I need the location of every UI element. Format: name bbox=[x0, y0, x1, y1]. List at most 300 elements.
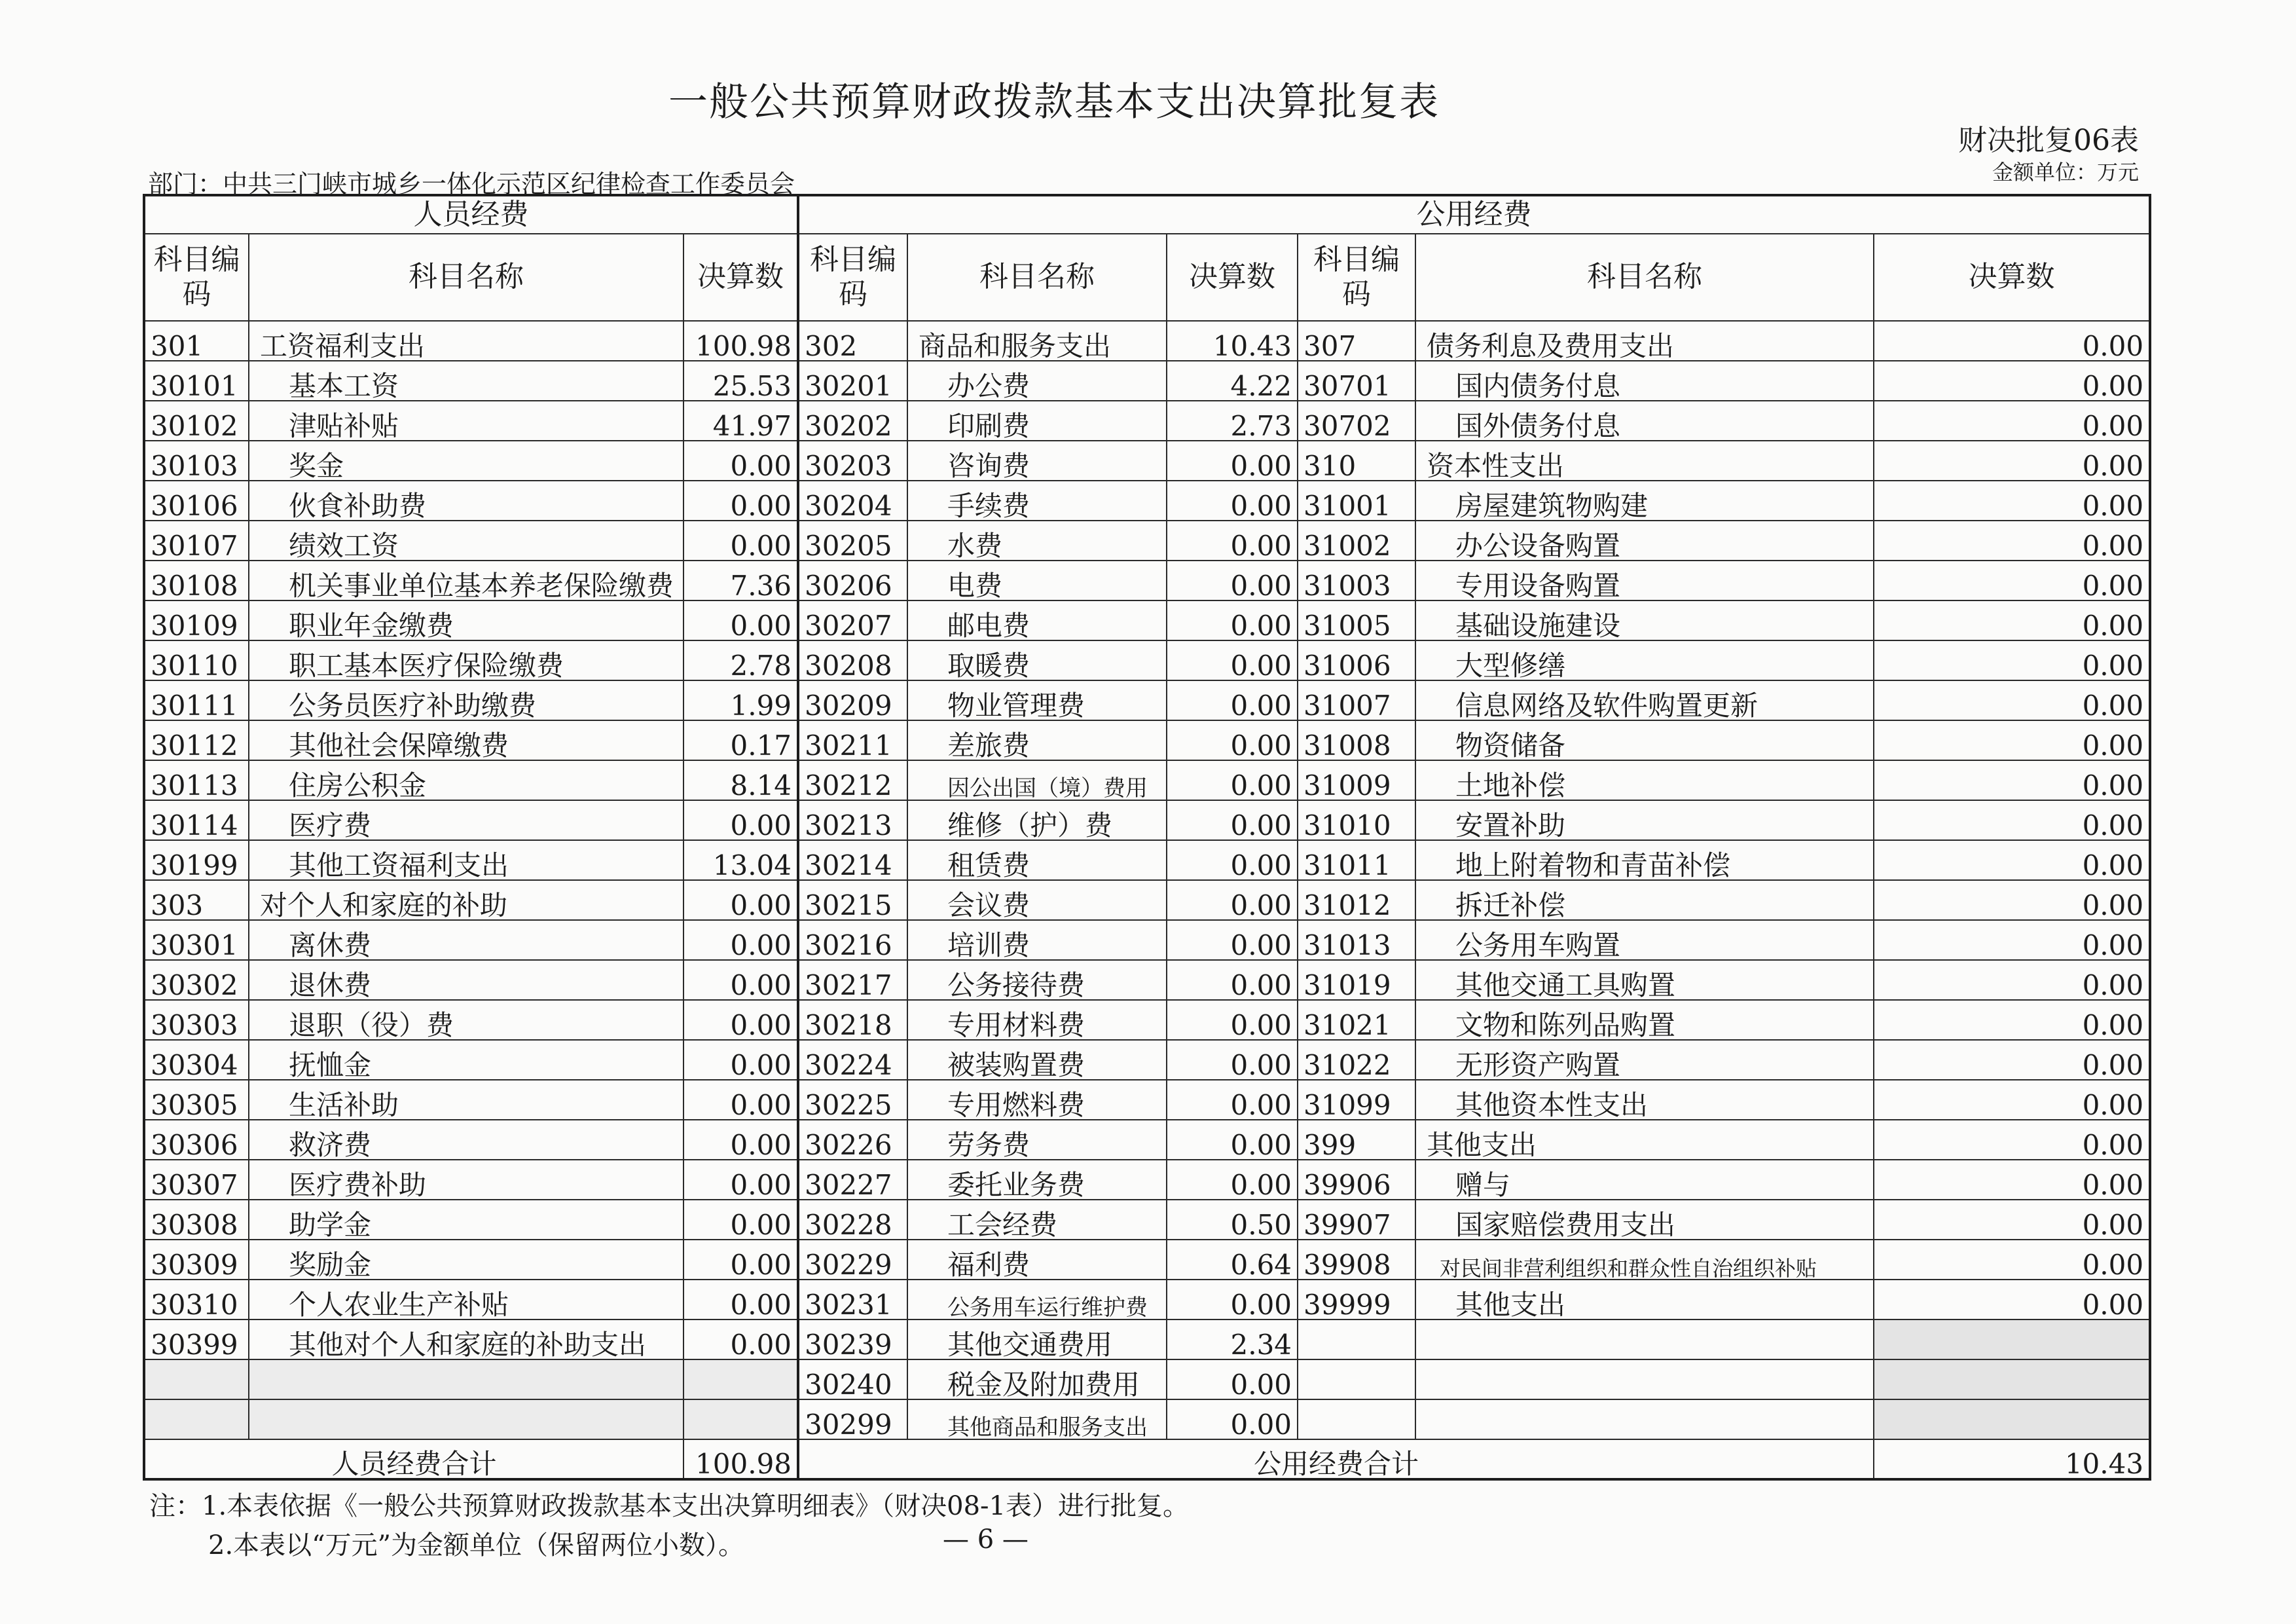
code-cell: 30204 bbox=[798, 481, 907, 521]
code-cell: 30214 bbox=[798, 840, 907, 880]
amount-cell: 0.00 bbox=[683, 960, 798, 1000]
amount-cell: 0.00 bbox=[1167, 680, 1298, 720]
code-cell: 30114 bbox=[144, 800, 249, 840]
expenditure-table bbox=[143, 194, 2151, 1481]
amount-cell: 0.00 bbox=[683, 920, 798, 960]
col-header-amount: 决算数 bbox=[683, 234, 798, 321]
code-cell: 30301 bbox=[144, 920, 249, 960]
name-cell: 绩效工资 bbox=[249, 521, 683, 561]
amount-cell: 0.00 bbox=[683, 481, 798, 521]
amount-cell: 0.00 bbox=[683, 1080, 798, 1120]
name-cell: 委托业务费 bbox=[907, 1160, 1167, 1200]
name-cell: 税金及附加费用 bbox=[907, 1359, 1167, 1399]
amount-cell: 0.00 bbox=[1167, 1399, 1298, 1439]
name-cell: 住房公积金 bbox=[249, 760, 683, 800]
name-cell: 基本工资 bbox=[249, 361, 683, 401]
code-cell bbox=[1298, 1320, 1415, 1359]
code-cell: 30209 bbox=[798, 680, 907, 720]
amount-cell: 0.00 bbox=[1874, 441, 2150, 481]
name-cell: 对个人和家庭的补助 bbox=[249, 880, 683, 920]
name-cell: 专用材料费 bbox=[907, 1000, 1167, 1040]
amount-cell: 0.00 bbox=[1167, 1000, 1298, 1040]
amount-cell: 0.00 bbox=[1167, 800, 1298, 840]
page-number: — 6 — bbox=[943, 1524, 1029, 1555]
table-row bbox=[144, 840, 2150, 880]
amount-cell: 0.00 bbox=[1167, 1359, 1298, 1399]
amount-cell: 0.00 bbox=[1874, 1280, 2150, 1320]
name-cell: 其他资本性支出 bbox=[1415, 1080, 1874, 1120]
name-cell: 租赁费 bbox=[907, 840, 1167, 880]
code-cell bbox=[1298, 1359, 1415, 1399]
amount-cell bbox=[1874, 1320, 2150, 1359]
code-cell: 301 bbox=[144, 321, 249, 361]
amount-cell: 0.00 bbox=[683, 441, 798, 481]
code-cell: 30702 bbox=[1298, 401, 1415, 441]
amount-cell bbox=[683, 1399, 798, 1439]
code-cell: 30309 bbox=[144, 1240, 249, 1280]
amount-cell: 0.00 bbox=[1167, 880, 1298, 920]
name-cell: 培训费 bbox=[907, 920, 1167, 960]
code-cell: 31022 bbox=[1298, 1040, 1415, 1080]
amount-cell: 0.00 bbox=[1874, 1040, 2150, 1080]
table-row bbox=[144, 920, 2150, 960]
amount-cell: 0.00 bbox=[1874, 481, 2150, 521]
amount-cell: 0.00 bbox=[1874, 521, 2150, 561]
amount-cell: 4.22 bbox=[1167, 361, 1298, 401]
code-cell: 30399 bbox=[144, 1320, 249, 1359]
table-row bbox=[144, 1320, 2150, 1359]
code-cell: 30211 bbox=[798, 720, 907, 760]
table-row bbox=[144, 640, 2150, 680]
amount-cell: 0.00 bbox=[683, 521, 798, 561]
code-cell: 30208 bbox=[798, 640, 907, 680]
table-row bbox=[144, 1040, 2150, 1080]
name-cell: 国内债务付息 bbox=[1415, 361, 1874, 401]
code-cell: 30226 bbox=[798, 1120, 907, 1160]
name-cell: 差旅费 bbox=[907, 720, 1167, 760]
code-cell: 30207 bbox=[798, 600, 907, 640]
amount-cell: 25.53 bbox=[683, 361, 798, 401]
table-row bbox=[144, 600, 2150, 640]
table-row bbox=[144, 521, 2150, 561]
table-row bbox=[144, 1120, 2150, 1160]
code-cell: 30302 bbox=[144, 960, 249, 1000]
code-cell: 30107 bbox=[144, 521, 249, 561]
personnel-total-value: 100.98 bbox=[683, 1439, 798, 1479]
note-line-2: 2.本表以“万元”为金额单位（保留两位小数）。 bbox=[208, 1530, 745, 1560]
table-row bbox=[144, 1080, 2150, 1120]
amount-cell: 0.64 bbox=[1167, 1240, 1298, 1280]
table-row bbox=[144, 960, 2150, 1000]
amount-cell: 0.00 bbox=[1167, 960, 1298, 1000]
department-label: 部门：中共三门峡市城乡一体化示范区纪律检查工作委员会 bbox=[148, 170, 795, 198]
amount-cell: 0.00 bbox=[1167, 1080, 1298, 1120]
name-cell: 办公费 bbox=[907, 361, 1167, 401]
name-cell: 工资福利支出 bbox=[249, 321, 683, 361]
code-cell: 30101 bbox=[144, 361, 249, 401]
amount-cell: 8.14 bbox=[683, 760, 798, 800]
code-cell: 31002 bbox=[1298, 521, 1415, 561]
name-cell: 国家赔偿费用支出 bbox=[1415, 1200, 1874, 1240]
name-cell: 安置补助 bbox=[1415, 800, 1874, 840]
col-header-code: 科目编码 bbox=[1298, 234, 1415, 321]
name-cell bbox=[249, 1359, 683, 1399]
table-row bbox=[144, 481, 2150, 521]
amount-cell: 0.00 bbox=[683, 1320, 798, 1359]
amount-cell: 0.00 bbox=[1874, 680, 2150, 720]
name-cell bbox=[1415, 1399, 1874, 1439]
public-total-value: 10.43 bbox=[1874, 1439, 2150, 1479]
code-cell: 30240 bbox=[798, 1359, 907, 1399]
name-cell: 大型修缮 bbox=[1415, 640, 1874, 680]
code-cell: 30108 bbox=[144, 561, 249, 600]
amount-cell: 0.00 bbox=[1167, 1040, 1298, 1080]
name-cell: 债务利息及费用支出 bbox=[1415, 321, 1874, 361]
code-cell: 30303 bbox=[144, 1000, 249, 1040]
amount-cell: 13.04 bbox=[683, 840, 798, 880]
amount-cell: 0.00 bbox=[1167, 840, 1298, 880]
name-cell: 其他对个人和家庭的补助支出 bbox=[249, 1320, 683, 1359]
amount-cell: 0.00 bbox=[1167, 920, 1298, 960]
amount-cell: 0.00 bbox=[1874, 361, 2150, 401]
amount-cell: 2.73 bbox=[1167, 401, 1298, 441]
code-cell: 30217 bbox=[798, 960, 907, 1000]
amount-cell: 0.00 bbox=[1874, 720, 2150, 760]
name-cell: 国外债务付息 bbox=[1415, 401, 1874, 441]
amount-cell: 0.00 bbox=[1167, 720, 1298, 760]
name-cell: 福利费 bbox=[907, 1240, 1167, 1280]
amount-cell: 0.00 bbox=[683, 600, 798, 640]
name-cell: 因公出国（境）费用 bbox=[907, 760, 1167, 800]
amount-cell: 2.34 bbox=[1167, 1320, 1298, 1359]
amount-cell: 0.00 bbox=[683, 1120, 798, 1160]
name-cell: 被装购置费 bbox=[907, 1040, 1167, 1080]
code-cell: 39906 bbox=[1298, 1160, 1415, 1200]
code-cell: 30199 bbox=[144, 840, 249, 880]
name-cell: 印刷费 bbox=[907, 401, 1167, 441]
name-cell: 离休费 bbox=[249, 920, 683, 960]
col-header-amount: 决算数 bbox=[1167, 234, 1298, 321]
name-cell: 公务用车购置 bbox=[1415, 920, 1874, 960]
amount-cell: 0.00 bbox=[1167, 521, 1298, 561]
name-cell: 信息网络及软件购置更新 bbox=[1415, 680, 1874, 720]
amount-unit: 金额单位：万元 bbox=[1992, 160, 2139, 185]
code-cell: 31012 bbox=[1298, 880, 1415, 920]
code-cell: 307 bbox=[1298, 321, 1415, 361]
name-cell: 其他交通工具购置 bbox=[1415, 960, 1874, 1000]
name-cell: 其他工资福利支出 bbox=[249, 840, 683, 880]
amount-cell: 0.00 bbox=[1167, 1120, 1298, 1160]
amount-cell: 0.00 bbox=[1167, 561, 1298, 600]
amount-cell: 2.78 bbox=[683, 640, 798, 680]
amount-cell: 0.00 bbox=[1167, 640, 1298, 680]
amount-cell: 0.00 bbox=[1874, 1080, 2150, 1120]
name-cell: 助学金 bbox=[249, 1200, 683, 1240]
name-cell bbox=[1415, 1320, 1874, 1359]
amount-cell: 0.00 bbox=[1874, 920, 2150, 960]
name-cell: 资本性支出 bbox=[1415, 441, 1874, 481]
amount-cell: 0.00 bbox=[1874, 1200, 2150, 1240]
code-cell: 31010 bbox=[1298, 800, 1415, 840]
code-cell: 30228 bbox=[798, 1200, 907, 1240]
code-cell: 30109 bbox=[144, 600, 249, 640]
code-cell: 31005 bbox=[1298, 600, 1415, 640]
name-cell: 物业管理费 bbox=[907, 680, 1167, 720]
name-cell: 文物和陈列品购置 bbox=[1415, 1000, 1874, 1040]
amount-cell: 0.00 bbox=[1874, 960, 2150, 1000]
amount-cell: 0.00 bbox=[683, 880, 798, 920]
name-cell: 医疗费 bbox=[249, 800, 683, 840]
amount-cell: 0.00 bbox=[1874, 1160, 2150, 1200]
amount-cell: 0.00 bbox=[683, 1240, 798, 1280]
amount-cell: 0.00 bbox=[1874, 401, 2150, 441]
code-cell: 30304 bbox=[144, 1040, 249, 1080]
code-cell: 30306 bbox=[144, 1120, 249, 1160]
name-cell: 咨询费 bbox=[907, 441, 1167, 481]
form-number: 财决批复06表 bbox=[1958, 124, 2139, 157]
amount-cell bbox=[1874, 1359, 2150, 1399]
name-cell: 生活补助 bbox=[249, 1080, 683, 1120]
table-row bbox=[144, 720, 2150, 760]
amount-cell: 0.00 bbox=[683, 800, 798, 840]
code-cell: 30205 bbox=[798, 521, 907, 561]
name-cell: 奖金 bbox=[249, 441, 683, 481]
col-header-code: 科目编码 bbox=[144, 234, 249, 321]
code-cell: 39999 bbox=[1298, 1280, 1415, 1320]
amount-cell: 0.00 bbox=[1874, 760, 2150, 800]
code-cell: 30203 bbox=[798, 441, 907, 481]
col-header-code: 科目编码 bbox=[798, 234, 907, 321]
name-cell: 职业年金缴费 bbox=[249, 600, 683, 640]
amount-cell: 0.00 bbox=[683, 1040, 798, 1080]
code-cell: 399 bbox=[1298, 1120, 1415, 1160]
code-cell: 31007 bbox=[1298, 680, 1415, 720]
amount-cell: 0.00 bbox=[1874, 1240, 2150, 1280]
table-row bbox=[144, 401, 2150, 441]
amount-cell: 0.00 bbox=[683, 1200, 798, 1240]
code-cell: 31001 bbox=[1298, 481, 1415, 521]
name-cell: 救济费 bbox=[249, 1120, 683, 1160]
name-cell: 商品和服务支出 bbox=[907, 321, 1167, 361]
code-cell: 30201 bbox=[798, 361, 907, 401]
code-cell: 30310 bbox=[144, 1280, 249, 1320]
name-cell: 取暖费 bbox=[907, 640, 1167, 680]
name-cell: 手续费 bbox=[907, 481, 1167, 521]
name-cell: 抚恤金 bbox=[249, 1040, 683, 1080]
table-row bbox=[144, 800, 2150, 840]
col-header-amount: 决算数 bbox=[1874, 234, 2150, 321]
code-cell: 39908 bbox=[1298, 1240, 1415, 1280]
name-cell: 机关事业单位基本养老保险缴费 bbox=[249, 561, 683, 600]
name-cell: 其他交通费用 bbox=[907, 1320, 1167, 1359]
code-cell: 31006 bbox=[1298, 640, 1415, 680]
code-cell: 30216 bbox=[798, 920, 907, 960]
code-cell: 31019 bbox=[1298, 960, 1415, 1000]
name-cell: 工会经费 bbox=[907, 1200, 1167, 1240]
code-cell: 30218 bbox=[798, 1000, 907, 1040]
name-cell: 土地补偿 bbox=[1415, 760, 1874, 800]
section-public-header: 公用经费 bbox=[798, 195, 2150, 234]
code-cell bbox=[144, 1399, 249, 1439]
code-cell: 39907 bbox=[1298, 1200, 1415, 1240]
code-cell: 30106 bbox=[144, 481, 249, 521]
table-row bbox=[144, 1000, 2150, 1040]
code-cell: 30202 bbox=[798, 401, 907, 441]
name-cell: 津贴补贴 bbox=[249, 401, 683, 441]
amount-cell: 10.43 bbox=[1167, 321, 1298, 361]
name-cell: 劳务费 bbox=[907, 1120, 1167, 1160]
code-cell: 31009 bbox=[1298, 760, 1415, 800]
amount-cell: 41.97 bbox=[683, 401, 798, 441]
code-cell: 31008 bbox=[1298, 720, 1415, 760]
code-cell bbox=[1298, 1399, 1415, 1439]
code-cell: 30307 bbox=[144, 1160, 249, 1200]
code-cell: 30239 bbox=[798, 1320, 907, 1359]
name-cell: 物资储备 bbox=[1415, 720, 1874, 760]
amount-cell: 0.00 bbox=[683, 1000, 798, 1040]
name-cell: 公务用车运行维护费 bbox=[907, 1280, 1167, 1320]
name-cell: 基础设施建设 bbox=[1415, 600, 1874, 640]
name-cell: 会议费 bbox=[907, 880, 1167, 920]
table-row bbox=[144, 1200, 2150, 1240]
name-cell: 维修（护）费 bbox=[907, 800, 1167, 840]
name-cell: 个人农业生产补贴 bbox=[249, 1280, 683, 1320]
code-cell: 30308 bbox=[144, 1200, 249, 1240]
code-cell: 30305 bbox=[144, 1080, 249, 1120]
name-cell: 电费 bbox=[907, 561, 1167, 600]
table-row bbox=[144, 680, 2150, 720]
name-cell: 其他商品和服务支出 bbox=[907, 1399, 1167, 1439]
table-row bbox=[144, 1160, 2150, 1200]
code-cell: 30102 bbox=[144, 401, 249, 441]
amount-cell: 0.00 bbox=[1874, 600, 2150, 640]
amount-cell: 0.00 bbox=[1167, 600, 1298, 640]
amount-cell: 0.00 bbox=[1874, 561, 2150, 600]
code-cell: 31021 bbox=[1298, 1000, 1415, 1040]
amount-cell: 0.00 bbox=[1167, 441, 1298, 481]
table-row bbox=[144, 1359, 2150, 1399]
name-cell: 拆迁补偿 bbox=[1415, 880, 1874, 920]
name-cell: 职工基本医疗保险缴费 bbox=[249, 640, 683, 680]
name-cell bbox=[249, 1399, 683, 1439]
code-cell: 31099 bbox=[1298, 1080, 1415, 1120]
name-cell: 医疗费补助 bbox=[249, 1160, 683, 1200]
code-cell: 30112 bbox=[144, 720, 249, 760]
name-cell: 房屋建筑物购建 bbox=[1415, 481, 1874, 521]
amount-cell: 100.98 bbox=[683, 321, 798, 361]
table-row bbox=[144, 1240, 2150, 1280]
code-cell: 30111 bbox=[144, 680, 249, 720]
col-header-name: 科目名称 bbox=[907, 234, 1167, 321]
table-row bbox=[144, 361, 2150, 401]
code-cell: 30103 bbox=[144, 441, 249, 481]
code-cell: 310 bbox=[1298, 441, 1415, 481]
note-line-1: 注：1.本表依据《一般公共预算财政拨款基本支出决算明细表》（财决08-1表）进行批复。 bbox=[149, 1491, 1190, 1521]
name-cell: 办公设备购置 bbox=[1415, 521, 1874, 561]
code-cell: 30224 bbox=[798, 1040, 907, 1080]
table-row bbox=[144, 1280, 2150, 1320]
code-cell: 30225 bbox=[798, 1080, 907, 1120]
amount-cell: 1.99 bbox=[683, 680, 798, 720]
code-cell: 303 bbox=[144, 880, 249, 920]
name-cell: 对民间非营利组织和群众性自治组织补贴 bbox=[1415, 1240, 1874, 1280]
name-cell: 伙食补助费 bbox=[249, 481, 683, 521]
code-cell: 30215 bbox=[798, 880, 907, 920]
amount-cell: 0.00 bbox=[1167, 1160, 1298, 1200]
name-cell: 水费 bbox=[907, 521, 1167, 561]
personnel-total-label: 人员经费合计 bbox=[144, 1439, 683, 1479]
amount-cell: 0.00 bbox=[1874, 1000, 2150, 1040]
name-cell: 专用设备购置 bbox=[1415, 561, 1874, 600]
amount-cell: 0.00 bbox=[1167, 760, 1298, 800]
col-header-name: 科目名称 bbox=[249, 234, 683, 321]
name-cell: 其他社会保障缴费 bbox=[249, 720, 683, 760]
amount-cell: 0.00 bbox=[1874, 1120, 2150, 1160]
amount-cell: 0.17 bbox=[683, 720, 798, 760]
code-cell: 302 bbox=[798, 321, 907, 361]
name-cell: 公务接待费 bbox=[907, 960, 1167, 1000]
name-cell: 公务员医疗补助缴费 bbox=[249, 680, 683, 720]
table-row bbox=[144, 880, 2150, 920]
table-row bbox=[144, 321, 2150, 361]
code-cell: 30206 bbox=[798, 561, 907, 600]
name-cell bbox=[1415, 1359, 1874, 1399]
code-cell: 30231 bbox=[798, 1280, 907, 1320]
amount-cell bbox=[683, 1359, 798, 1399]
amount-cell: 0.00 bbox=[1874, 321, 2150, 361]
code-cell: 31011 bbox=[1298, 840, 1415, 880]
amount-cell: 0.00 bbox=[1874, 880, 2150, 920]
section-personnel-header: 人员经费 bbox=[144, 195, 798, 234]
amount-cell: 0.00 bbox=[683, 1280, 798, 1320]
amount-cell: 0.00 bbox=[1167, 1280, 1298, 1320]
amount-cell: 0.00 bbox=[1874, 840, 2150, 880]
code-cell: 30299 bbox=[798, 1399, 907, 1439]
code-cell: 30701 bbox=[1298, 361, 1415, 401]
amount-cell: 0.00 bbox=[1874, 800, 2150, 840]
table-row bbox=[144, 561, 2150, 600]
name-cell: 退休费 bbox=[249, 960, 683, 1000]
public-total-label: 公用经费合计 bbox=[798, 1439, 1874, 1479]
col-header-name: 科目名称 bbox=[1415, 234, 1874, 321]
code-cell bbox=[144, 1359, 249, 1399]
page-title: 一般公共预算财政拨款基本支出决算批复表 bbox=[668, 79, 1440, 125]
name-cell: 地上附着物和青苗补偿 bbox=[1415, 840, 1874, 880]
name-cell: 邮电费 bbox=[907, 600, 1167, 640]
name-cell: 其他支出 bbox=[1415, 1280, 1874, 1320]
name-cell: 其他支出 bbox=[1415, 1120, 1874, 1160]
table-row bbox=[144, 441, 2150, 481]
amount-cell: 0.00 bbox=[1167, 481, 1298, 521]
table-row bbox=[144, 760, 2150, 800]
code-cell: 31003 bbox=[1298, 561, 1415, 600]
table-row bbox=[144, 1399, 2150, 1439]
name-cell: 专用燃料费 bbox=[907, 1080, 1167, 1120]
amount-cell: 7.36 bbox=[683, 561, 798, 600]
code-cell: 30113 bbox=[144, 760, 249, 800]
name-cell: 奖励金 bbox=[249, 1240, 683, 1280]
name-cell: 退职（役）费 bbox=[249, 1000, 683, 1040]
amount-cell: 0.50 bbox=[1167, 1200, 1298, 1240]
code-cell: 30227 bbox=[798, 1160, 907, 1200]
code-cell: 30212 bbox=[798, 760, 907, 800]
amount-cell: 0.00 bbox=[683, 1160, 798, 1200]
code-cell: 30229 bbox=[798, 1240, 907, 1280]
code-cell: 31013 bbox=[1298, 920, 1415, 960]
name-cell: 赠与 bbox=[1415, 1160, 1874, 1200]
code-cell: 30110 bbox=[144, 640, 249, 680]
amount-cell bbox=[1874, 1399, 2150, 1439]
